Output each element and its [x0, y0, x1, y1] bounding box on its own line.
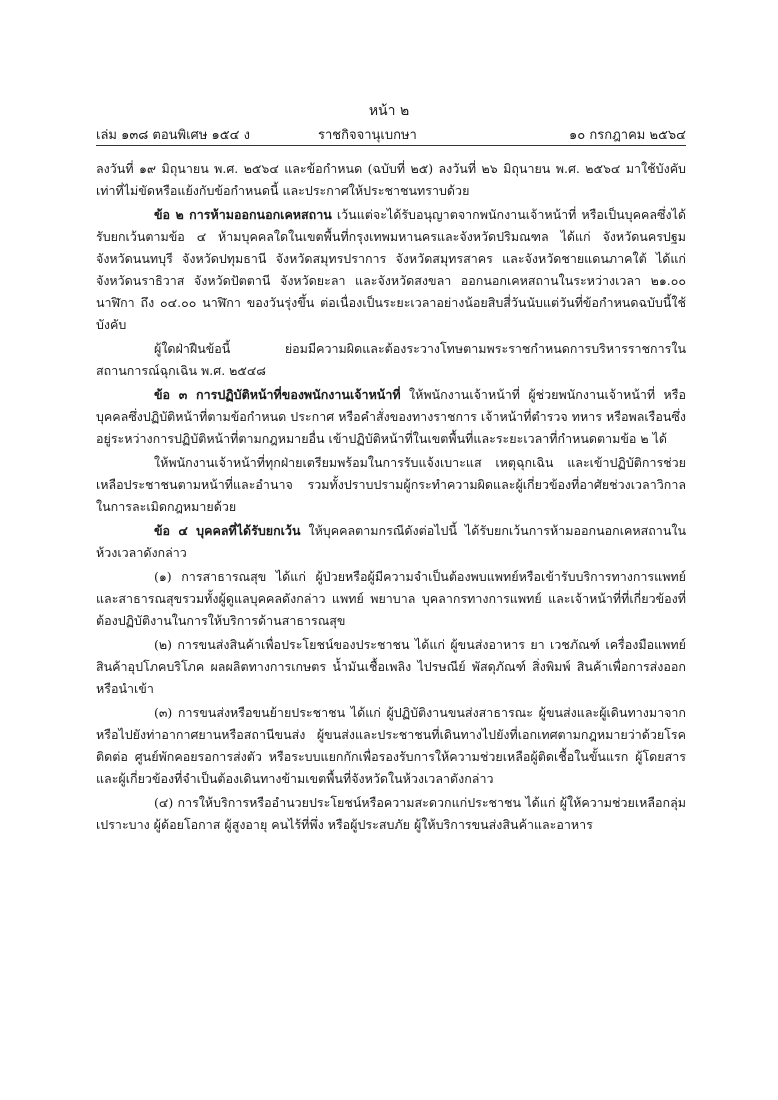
clause-4-heading: ข้อ ๔ บุคคลที่ได้รับยกเว้น: [154, 523, 301, 538]
clause-2-text: เว้นแต่จะได้รับอนุญาตจากพนักงานเจ้าหน้าที่ หรือเป็นบุคคลซึ่งได้รับยกเว้นตามข้อ ๔ ห้ามบุคคลใดในเขตพื้นที่กรุงเทพมหานครและจังหวัดปริมณฑล ได้แก่ จังหวัดนครปฐม จังหวัดนนทบุรี จังหวัดปทุมธานี จังหวัดสมุทรปราการ จังหวัดสมุทรสาคร และจังหวัดชายแดนภาคใต้ ได้แก่ จังหวัดนราธิวาส จังหวัดปัตตานี จังหวัดยะลา และจังหวัดสงขลา ออกนอกเคหสถานในระหว่างเวลา ๒๑.๐๐ นาฬิกา ถึง ๐๔.๐๐ นาฬิกา ของวันรุ่งขึ้น ต่อเนื่องเป็นระยะเวลาอย่างน้อยสิบสี่วันนับแต่วันที่ข้อกำหนดฉบับนี้ใช้บังคับ: [96, 207, 686, 332]
clause-2: [96, 204, 686, 336]
exemption-item-2: (๒) การขนส่งสินค้าเพื่อประโยชน์ของประชาชน ได้แก่ ผู้ขนส่งอาหาร ยา เวชภัณฑ์ เครื่องมือแพทย์ สินค้าอุปโภคบริโภค ผลผลิตทางการเกษตร น้ำมันเชื้อเพลิง ไปรษณีย์ พัสดุภัณฑ์ สิ่งพิมพ์ สินค้าเพื่อการส่งออกหรือนำเข้า: [96, 637, 686, 696]
exemption-item-1: (๑) การสาธารณสุข ได้แก่ ผู้ป่วยหรือผู้มีความจำเป็นต้องพบแพทย์หรือเข้ารับบริการทางการแพทย์และสาธารณสุขรวมทั้งผู้ดูแลบุคคลดังกล่าว แพทย์ พยาบาล บุคลากรทางการแพทย์ และเจ้าหน้าที่ที่เกี่ยวข้องที่ต้องปฏิบัติงานในการให้บริการด้านสาธารณสุข: [96, 569, 686, 628]
document-body: [96, 158, 686, 836]
gazette-header: [96, 124, 686, 144]
exemption-item-4: (๔) การให้บริการหรืออำนวยประโยชน์หรือความสะดวกแก่ประชาชน ได้แก่ ผู้ให้ความช่วยเหลือกลุ่มเปราะบาง ผู้ด้อยโอกาส ผู้สูงอายุ คนไร้ที่พึ่ง หรือผู้ประสบภัย ผู้ให้บริการขนส่งสินค้าและอาหาร: [96, 795, 686, 832]
volume-issue: เล่ม ๑๓๘ ตอนพิเศษ ๑๕๔ ง: [96, 128, 250, 143]
publication-date: ๑๐ กรกฎาคม ๒๕๖๔: [569, 128, 686, 143]
clause-3-heading: ข้อ ๓ การปฏิบัติหน้าที่ของพนักงานเจ้าหน้าที่: [154, 387, 401, 402]
exemption-item-3: (๓) การขนส่งหรือขนย้ายประชาชน ได้แก่ ผู้ปฏิบัติงานขนส่งสาธารณะ ผู้ขนส่งและผู้เดินทางมาจากหรือไปยังท่าอากาศยานหรือสถานีขนส่ง ผู้ขนส่งและประชาชนที่เดินทางไปยังที่เอกเทศตามกฎหมายว่าด้วยโรคติดต่อ ศูนย์พักคอยรอการส่งตัว หรือระบบแยกกักเพื่อรองรับการให้ความช่วยเหลือผู้ติดเชื้อในขั้นแรก ผู้โดยสารและผู้เกี่ยวข้องที่จำเป็นต้องเดินทางข้ามเขตพื้นที่จังหวัดในห้วงเวลาดังกล่าว: [96, 705, 686, 786]
clause-2-penalty: ผู้ใดฝ่าฝืนข้อนี้ ย่อมมีความผิดและต้องระวางโทษตามพระราชกำหนดการบริหารราชการในสถานการณ์ฉุกเฉิน พ.ศ. ๒๕๔๘: [96, 341, 686, 378]
page-number: หน้า ๒: [368, 103, 410, 119]
clause-3-text: ให้พนักงานเจ้าหน้าที่ ผู้ช่วยพนักงานเจ้าหน้าที่ หรือบุคคลซึ่งปฏิบัติหน้าที่ตามข้อกำหนด ประกาศ หรือคำสั่งของทางราชการ เจ้าหน้าที่ตำรวจ ทหาร หรือพลเรือนซึ่งอยู่ระหว่างการปฏิบัติหน้าที่ตามกฎหมายอื่น เข้าปฏิบัติหน้าที่ในเขตพื้นที่และระยะเวลาที่กำหนดตามข้อ ๒ ได้: [96, 387, 686, 446]
gazette-title: ราชกิจจานุเบกษา: [318, 128, 417, 143]
clause-4-text: ให้บุคคลตามกรณีดังต่อไปนี้ ได้รับยกเว้นการห้ามออกนอกเคหสถานในห้วงเวลาดังกล่าว: [96, 523, 687, 560]
clause-3-paragraph-2: ให้พนักงานเจ้าหน้าที่ทุกฝ่ายเตรียมพร้อมในการรับแจ้งเบาะแส เหตุฉุกเฉิน และเข้าปฏิบัติการช่วยเหลือประชาชนตามหน้าที่และอำนาจ รวมทั้งปราบปรามผู้กระทำความผิดและผู้เกี่ยวข้องที่อาศัยช่วงเวลาวิกาลในการละเมิดกฎหมายด้วย: [96, 455, 686, 514]
paragraph-continuation: ลงวันที่ ๑๙ มิถุนายน พ.ศ. ๒๕๖๔ และข้อกำหนด (ฉบับที่ ๒๕) ลงวันที่ ๒๖ มิถุนายน พ.ศ. ๒๕๖๔ มาใช้บังคับเท่าที่ไม่ขัดหรือแย้งกับข้อกำหนดนี้ และประกาศให้ประชาชนทราบด้วย: [96, 161, 686, 198]
clause-4: [96, 520, 686, 564]
header-rule: [96, 145, 686, 146]
clause-2-heading: ข้อ ๒ การห้ามออกนอกเคหสถาน: [154, 207, 332, 222]
clause-3: [96, 384, 686, 450]
